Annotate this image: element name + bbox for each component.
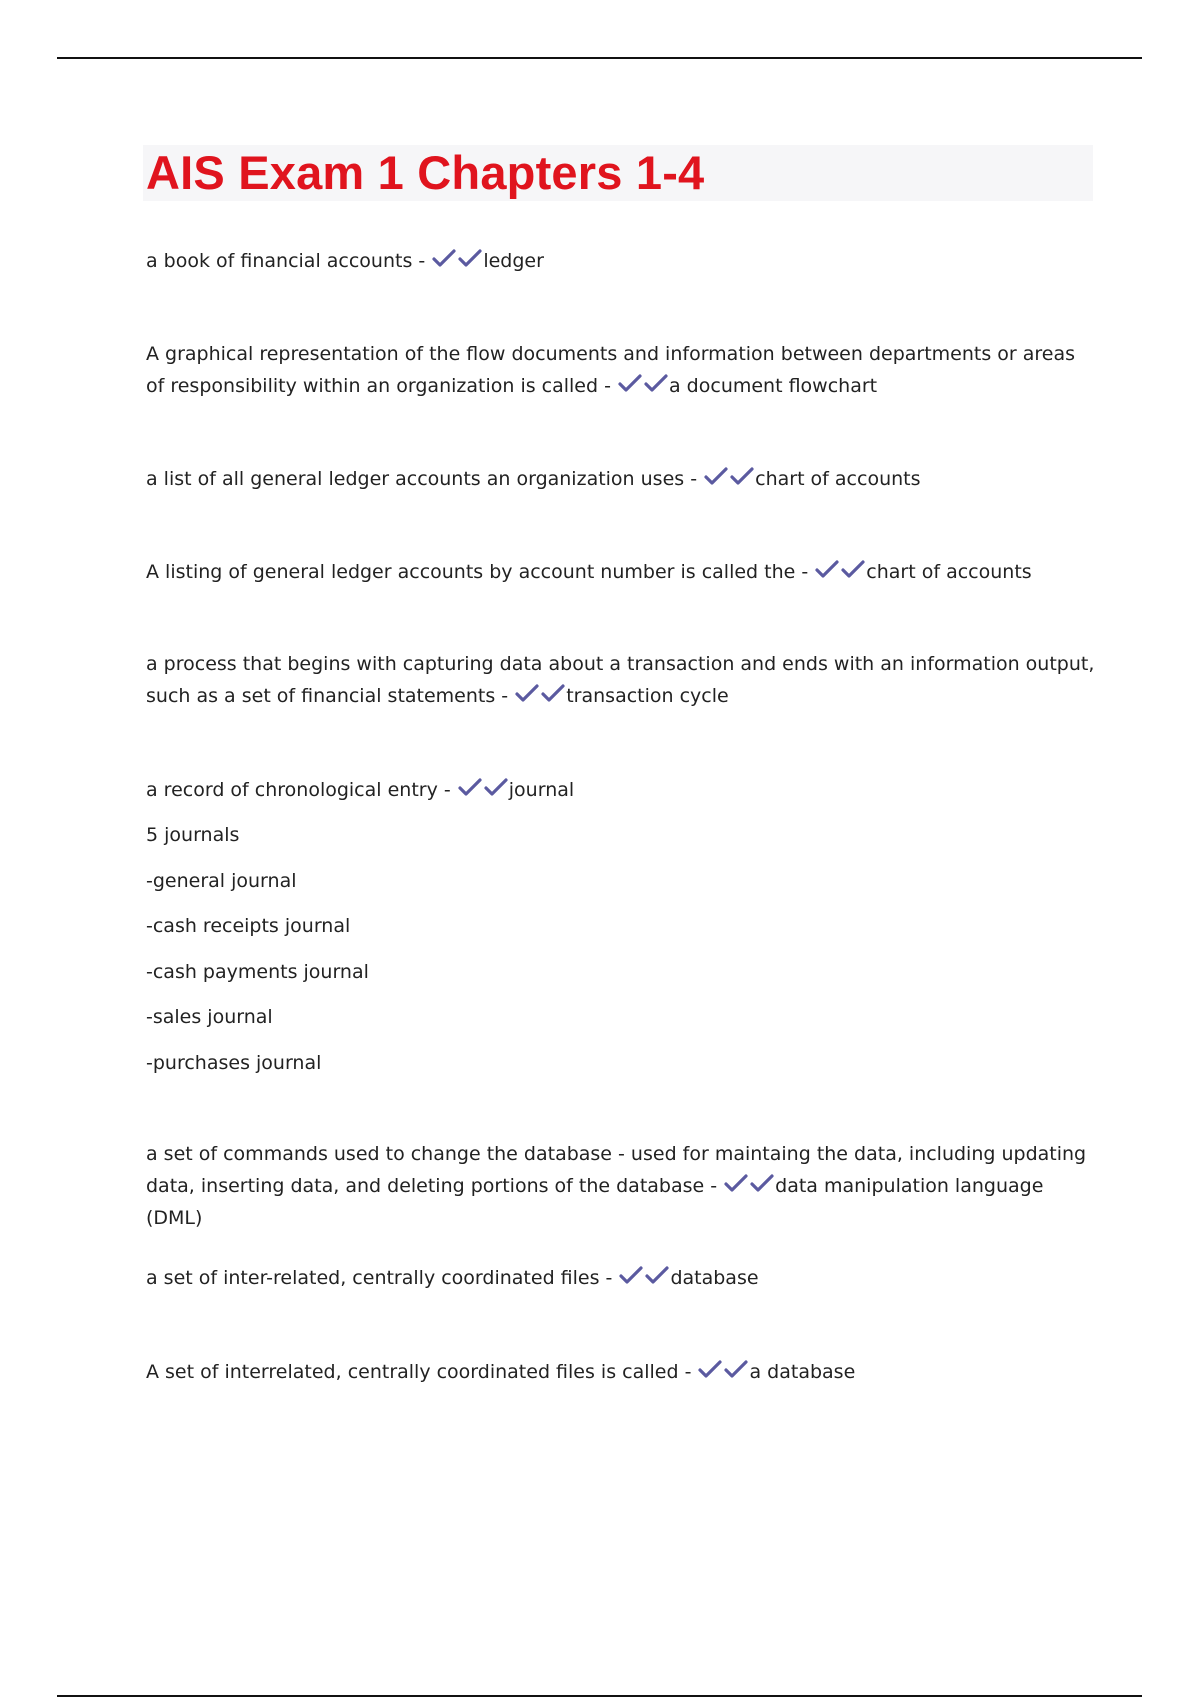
checkmark-icon xyxy=(703,467,729,487)
bottom-rule xyxy=(57,1695,1142,1697)
card-4 xyxy=(146,556,1096,588)
answer-text: data manipulation language (DML) xyxy=(146,1175,1044,1229)
card-2 xyxy=(146,338,1096,402)
question-text: A listing of general ledger accounts by account number is called the - xyxy=(146,561,809,583)
answer-text: a database xyxy=(749,1361,856,1383)
journal-note: -cash payments journal xyxy=(146,961,369,983)
question-text: a book of financial accounts - xyxy=(146,250,426,272)
journal-note: -purchases journal xyxy=(146,1052,322,1074)
checkmark-icon xyxy=(483,778,509,798)
checkmark-icon xyxy=(644,1266,670,1286)
checkmark-icon xyxy=(431,249,457,269)
card-9 xyxy=(146,1356,1096,1388)
journal-note: -general journal xyxy=(146,870,297,892)
card-5 xyxy=(146,648,1096,712)
question-text: a process that begins with capturing data about a transaction and ends with an information output, such as a set of financial statements - xyxy=(146,653,1095,707)
checkmark-icon xyxy=(618,1266,644,1286)
checkmark-icon xyxy=(540,684,566,704)
card-1 xyxy=(146,245,1096,277)
checkmark-icon xyxy=(749,1174,775,1194)
checkmark-icon xyxy=(723,1174,749,1194)
answer-text: chart of accounts xyxy=(866,561,1032,583)
checkmark-icon xyxy=(840,560,866,580)
checkmark-icon xyxy=(514,684,540,704)
checkmark-icon xyxy=(457,249,483,269)
card-3 xyxy=(146,463,1096,495)
journal-note: -sales journal xyxy=(146,1006,273,1028)
top-rule xyxy=(57,57,1142,59)
checkmark-icon xyxy=(814,560,840,580)
document-title: AIS Exam 1 Chapters 1-4 xyxy=(146,146,705,199)
answer-text: ledger xyxy=(483,250,544,272)
checkmark-icon xyxy=(617,374,643,394)
journal-note: -cash receipts journal xyxy=(146,915,351,937)
card-8 xyxy=(146,1262,1096,1294)
checkmark-icon xyxy=(697,1360,723,1380)
question-text: A graphical representation of the flow documents and information between departments or areas of responsibility within an organization is called - xyxy=(146,343,1076,397)
card-6 xyxy=(146,774,1096,806)
answer-text: journal xyxy=(508,779,575,801)
question-text: a list of all general ledger accounts an organization uses - xyxy=(146,468,698,490)
card-7 xyxy=(146,1138,1096,1234)
question-text: a set of commands used to change the database - used for maintaing the data, including updating data, inserting data, and deleting portions of the database - xyxy=(146,1143,1087,1197)
answer-text: chart of accounts xyxy=(755,468,921,490)
checkmark-icon xyxy=(457,778,483,798)
answer-text: a document flowchart xyxy=(669,375,878,397)
question-text: a record of chronological entry - xyxy=(146,779,451,801)
journal-note: 5 journals xyxy=(146,824,240,846)
answer-text: database xyxy=(670,1267,759,1289)
question-text: A set of interrelated, centrally coordinated files is called - xyxy=(146,1361,692,1383)
checkmark-icon xyxy=(723,1360,749,1380)
checkmark-icon xyxy=(643,374,669,394)
answer-text: transaction cycle xyxy=(566,685,729,707)
checkmark-icon xyxy=(729,467,755,487)
question-text: a set of inter-related, centrally coordinated files - xyxy=(146,1267,613,1289)
